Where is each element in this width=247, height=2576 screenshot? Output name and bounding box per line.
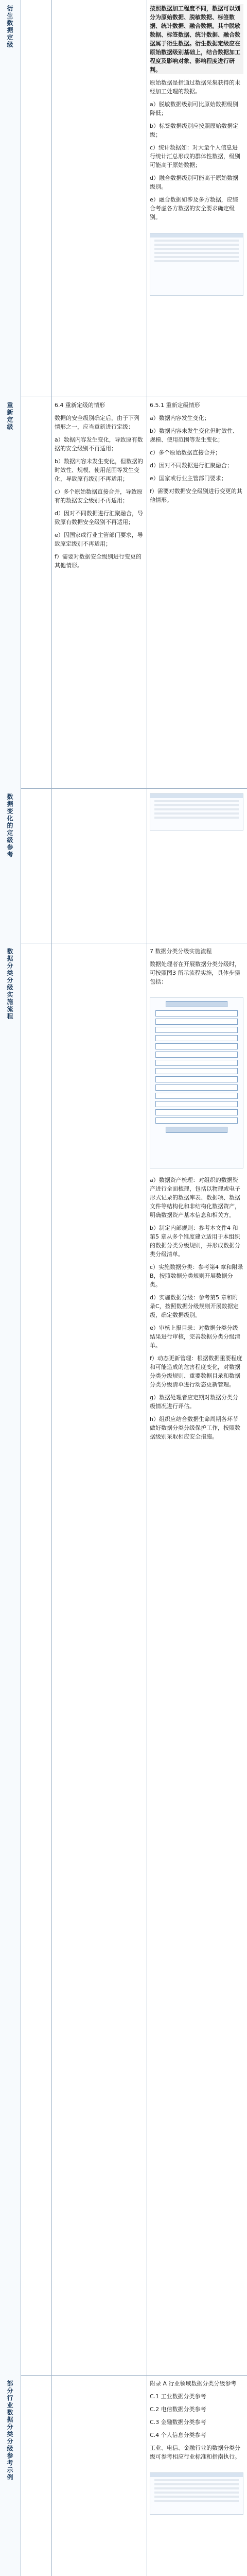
paragraph: C.3 金融数据分类参考 bbox=[150, 2419, 206, 2426]
row-label: 数据变化的定级参考 bbox=[6, 793, 13, 858]
row-label-cell bbox=[0, 2375, 21, 2576]
paragraph: f）需要对数据安全级别进行变更的其他情形。 bbox=[150, 488, 242, 503]
paragraph: a）脱敏数据级别可比原始数据级别降低； bbox=[150, 101, 238, 116]
right-content-cell bbox=[147, 2375, 246, 2576]
spacer-cell bbox=[21, 397, 52, 788]
paragraph: C.4 个人信息分类参考 bbox=[150, 2432, 206, 2438]
paragraph: e）因国家或行业主管部门要求，导致原定级别不再适用； bbox=[55, 532, 143, 547]
paragraph: 原始数据是指通过数据采集获得的未经加工处理的数据。 bbox=[150, 79, 240, 95]
embedded-table-figure bbox=[150, 2472, 243, 2515]
paragraph: d）融合数据级别可能高于原始数据级别。 bbox=[150, 175, 238, 190]
right-text bbox=[147, 397, 246, 513]
right-text bbox=[147, 2375, 246, 2469]
right-text-steps bbox=[147, 1172, 246, 1449]
right-content-cell bbox=[147, 788, 246, 943]
paragraph: C.2 电信数据分类参考 bbox=[150, 2406, 206, 2413]
table-row bbox=[0, 2375, 247, 2576]
row-label: 部分行业数据分类分级参考示例 bbox=[6, 2380, 13, 2481]
paragraph: b）标签数据级别应按照原始数据定级； bbox=[150, 123, 238, 138]
paragraph: 数据的安全级别确定后，由于下列情形之一，应当重新进行定级： bbox=[55, 415, 139, 430]
right-content-cell bbox=[147, 397, 246, 788]
right-text bbox=[147, 0, 246, 230]
row-label-cell bbox=[0, 788, 21, 943]
row-label-cell bbox=[0, 943, 21, 2375]
paragraph: 7 数据分类分级实施流程 bbox=[150, 948, 212, 955]
embedded-table-figure bbox=[150, 233, 243, 296]
paragraph: a）数据内容发生变化； bbox=[150, 415, 210, 421]
paragraph: a）数据资产梳理：对组织的数据资产进行全面梳理，包括以物理或电子形式记录的数据库表、数据项、数据文件等结构化和非结构化数据资产，明确数据资产基本信息和相关方。 bbox=[150, 1177, 240, 1218]
paragraph: a）数据内容发生变化，导致原有数据的安全级别不再适用； bbox=[55, 436, 143, 452]
paragraph: d）实施数据分级：参考第5 章和附录C，按照数据分级规则开展数据定级，确定数据级别。 bbox=[150, 1294, 239, 1318]
left-text bbox=[51, 397, 147, 578]
paragraph: d）因对不同数据进行汇聚融合，导致原有数据安全级别不再适用； bbox=[55, 510, 143, 526]
left-content-cell bbox=[51, 2375, 147, 2576]
paragraph: e）国家或行业主管部门要求； bbox=[150, 475, 227, 482]
paragraph: c）统计数据如：对大量个人信息进行统计汇总形成的群体性数据，级别可能高于原始数据； bbox=[150, 144, 240, 168]
right-content-cell bbox=[147, 943, 246, 2375]
spacer-cell bbox=[21, 0, 52, 397]
paragraph: h）组织应结合数据生命周期各环节做好数据分类分级保护工作，按照数据级别采取相应安全措施。 bbox=[150, 1416, 240, 1440]
paragraph: 数据处理者在开展数据分类分级时，可按照图3 所示流程实施，具体步骤包括： bbox=[150, 961, 240, 985]
paragraph: d）因对不同数据进行汇聚融合； bbox=[150, 462, 233, 469]
row-label: 重新定级 bbox=[6, 402, 13, 431]
row-label-cell bbox=[0, 0, 21, 397]
paragraph: e）审核上报目录：对数据分类分级结果进行审核，完善数据分类分级清单。 bbox=[150, 1325, 240, 1349]
right-text-intro bbox=[147, 943, 246, 994]
row-label: 衍生数据定级 bbox=[6, 5, 13, 48]
paragraph: 工业、电信、金融行业的数据分类分级可参考相应行业标准和指南执行。 bbox=[150, 2445, 240, 2460]
paragraph: 按照数据加工程度不同，数据可以划分为原始数据、脱敏数据、标签数据、统计数据、融合数据。其中脱敏数据、标签数据、统计数据、融合数据属于衍生数据。衍生数据定级应在原始数据级别基础上，结合数据加工程度及影响对象、影响程度进行研判。 bbox=[150, 4, 243, 74]
paragraph: f）需要对数据安全级别进行变更的其他情形。 bbox=[55, 553, 142, 569]
right-content-cell bbox=[147, 0, 246, 397]
paragraph: c）实施数据分类：参考第4 章和附录B，按照数据分类规则开展数据分类。 bbox=[150, 1264, 243, 1288]
row-label-cell bbox=[0, 397, 21, 788]
paragraph: C.1 工业数据分类参考 bbox=[150, 2393, 206, 2400]
paragraph: f）动态更新管理：根据数据重要程度和可能造成的危害程度变化，对数据分类分级规则、重要数据目录和数据分类分级清单进行动态更新管理。 bbox=[150, 1355, 242, 1388]
left-content-cell bbox=[51, 788, 147, 943]
table-row bbox=[0, 943, 247, 2376]
embedded-table-figure bbox=[150, 793, 243, 831]
paragraph: b）数据内容未发生变化，但数据的时效性、规模、使用范围等发生变化，导致原有级别不再适用； bbox=[55, 458, 143, 482]
paragraph: e）融合数据如涉及多方数据，应综合考虑各方数据的安全要求确定级别。 bbox=[150, 196, 238, 221]
paragraph: 6.4 重新定级的情形 bbox=[55, 402, 105, 409]
spacer-cell bbox=[21, 788, 52, 943]
paragraph: 6.5.1 重新定级情形 bbox=[150, 402, 200, 409]
paragraph: b）制定内部规则：参考本文件4 和第5 章从多个维度建立适用于本组织的数据分类分级规则，并形成数据分类分级清单。 bbox=[150, 1225, 240, 1258]
paragraph: c）多个原始数据直接合并，导致原有的数据安全级别不再适用； bbox=[55, 488, 143, 504]
paragraph: g）数据处理者应定期对数据分类分级情况进行评估。 bbox=[150, 1394, 238, 1410]
table-row bbox=[0, 397, 247, 789]
left-content-cell bbox=[51, 943, 147, 2375]
row-label: 数据分类分级实施流程 bbox=[6, 948, 13, 1020]
paragraph: c）多个原始数据直接合并； bbox=[150, 449, 221, 456]
left-content-cell bbox=[51, 0, 147, 397]
left-content-cell bbox=[51, 397, 147, 788]
paragraph: 附录 A 行业领域数据分类分级参考 bbox=[150, 2380, 237, 2387]
table-row bbox=[0, 788, 247, 943]
paragraph: b）数据内容未发生变化但时效性、规模、使用范围等发生变化； bbox=[150, 428, 238, 443]
table-row bbox=[0, 0, 247, 397]
spacer-cell bbox=[21, 2375, 52, 2576]
process-flow-diagram bbox=[150, 997, 243, 1168]
spacer-cell bbox=[21, 943, 52, 2375]
